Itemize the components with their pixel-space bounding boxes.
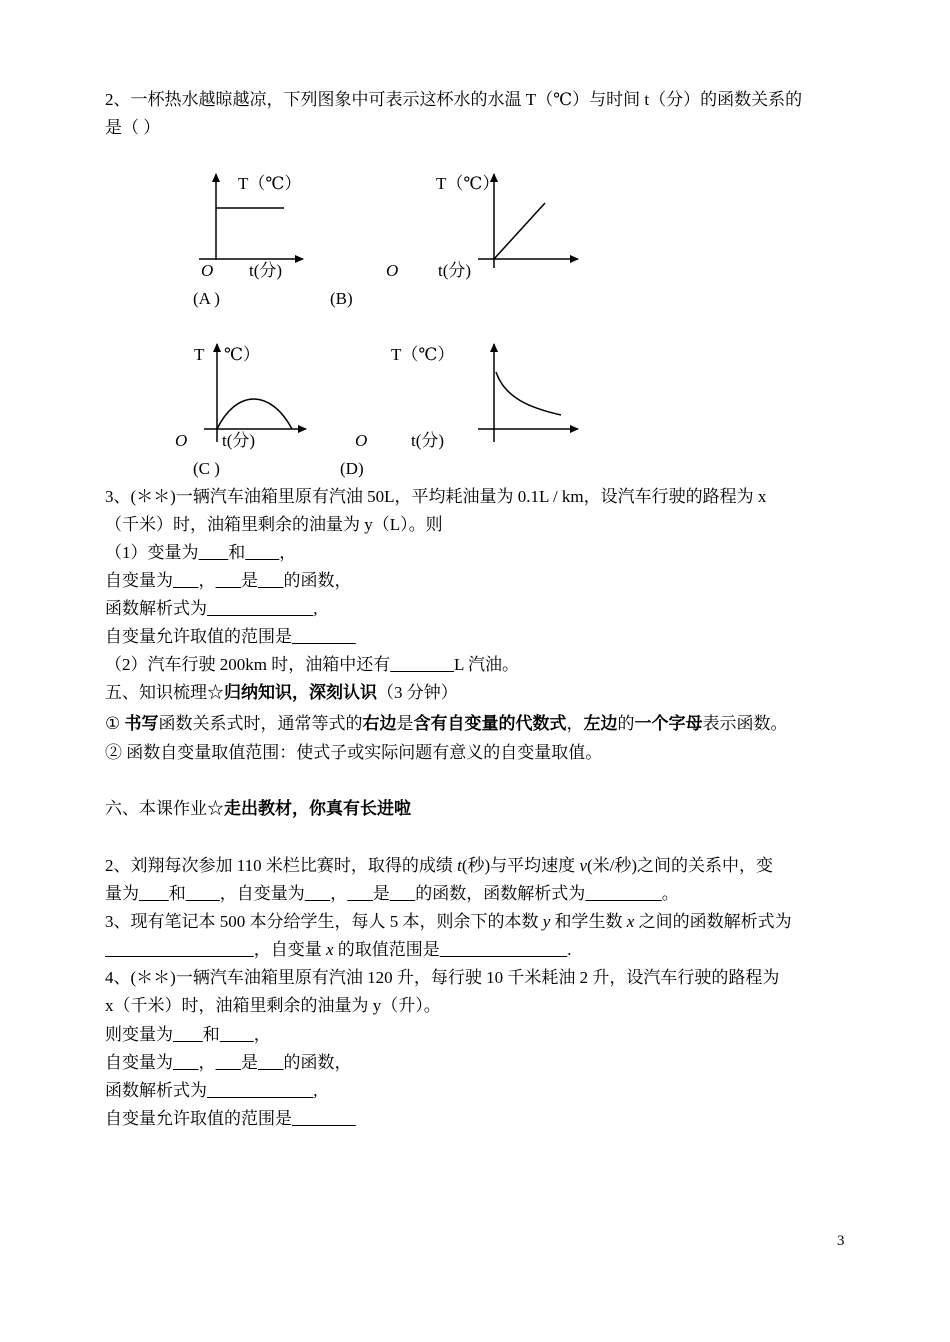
hw4-part2 xyxy=(105,1052,352,1074)
hw2-text-b: (秒)与平均速度 xyxy=(461,856,580,875)
q3-part5-text-a: （2）汽车行驶 200km 时，油箱中还有 xyxy=(105,655,391,674)
blank xyxy=(139,884,169,903)
rule1-bold-3: 含有自变量的代数式 xyxy=(413,714,567,733)
blank xyxy=(292,627,356,646)
blank xyxy=(207,599,313,618)
option-c-label: (C ) xyxy=(193,459,220,478)
hw2-text-c: (米/秒)之间的关系中，变 xyxy=(586,856,774,875)
graph-c-origin-label: O xyxy=(175,431,188,450)
q2-stem-line1: 2、一杯热水越晾越凉，下列图象中可表示这杯水的水温 T（℃）与时间 t（分）的函数关系的 xyxy=(105,90,803,109)
q3-part1-text-b: 和 xyxy=(228,543,246,562)
blank xyxy=(173,1025,203,1044)
q3-stem-line2: （千米）时，油箱里剩余的油量为 y（L）。则 xyxy=(105,515,443,534)
hw3-var-x: x xyxy=(626,912,635,931)
hw2-var-v: v xyxy=(579,856,587,875)
graph-b-x-label: t(分) xyxy=(438,261,472,280)
page-number: 3 xyxy=(837,1233,845,1249)
graph-c-x-label: t(分) xyxy=(222,431,256,450)
rule1-bold-4: 左边 xyxy=(583,714,618,733)
q3-stem-line1: 3、(＊＊)一辆汽车油箱里原有汽油 50L，平均耗油量为 0.1L / km，设汽车行驶的路程为 x xyxy=(105,487,767,506)
q3-part2-text-c: 是 xyxy=(241,571,258,590)
blank xyxy=(258,1053,284,1072)
option-d-label: (D) xyxy=(340,459,364,478)
blank xyxy=(207,1081,313,1100)
hw4-part2-text-c: 是 xyxy=(241,1053,258,1072)
hw3-text-b: 和学生数 xyxy=(550,912,627,931)
q3-part4-text-a: 自变量允许取值的范围是 xyxy=(105,627,292,646)
blank xyxy=(105,940,254,959)
section5-title-prefix: 五、知识梳理☆ xyxy=(105,683,224,702)
hw3-var-x2: x xyxy=(326,940,334,959)
blank xyxy=(258,571,284,590)
blank xyxy=(186,884,220,903)
hw4-part1-text-b: 和 xyxy=(202,1025,220,1044)
blank xyxy=(390,655,454,674)
blank xyxy=(440,940,568,959)
blank xyxy=(199,543,229,562)
section5-rule1 xyxy=(105,713,788,735)
hw3-text-c: 之间的函数解析式为 xyxy=(634,912,792,931)
rule1-text-3: ， xyxy=(566,714,584,733)
hw4-stem-line1: 4、(＊＊)一辆汽车油箱里原有汽油 120 升，每行驶 10 千米耗油 2 升，设汽车行驶的路程为 xyxy=(105,968,780,987)
hw4-part4 xyxy=(105,1108,356,1130)
hw2-text-f: ，自变量为 xyxy=(219,884,305,903)
section5-rule2: ② 函数自变量取值范围：使式子或实际问题有意义的自变量取值。 xyxy=(105,743,603,762)
blank xyxy=(173,571,199,590)
graph-c-curve xyxy=(217,399,292,429)
hw2-text-h: 是 xyxy=(372,884,390,903)
q3-part2 xyxy=(105,570,352,592)
hw2-text-j: 。 xyxy=(661,884,679,903)
hw3-text-e: 的取值范围是 xyxy=(333,940,440,959)
hw4-part2-text-b: ， xyxy=(198,1053,216,1072)
hw3-line2 xyxy=(105,939,572,961)
hw3-var-y: y xyxy=(542,912,551,931)
blank xyxy=(585,884,662,903)
hw3-text-d: ，自变量 xyxy=(253,940,326,959)
blank xyxy=(292,1109,356,1128)
rule1-bold-5: 一个字母 xyxy=(634,714,703,733)
hw4-part1 xyxy=(105,1024,271,1046)
graph-d-x-label: t(分) xyxy=(411,431,445,450)
graph-d-y-label: T（℃） xyxy=(391,345,455,364)
graph-a-origin-label: O xyxy=(201,261,214,280)
q3-part5-text-b: L 汽油。 xyxy=(453,655,519,674)
blank xyxy=(245,543,279,562)
hw2-text-i: 的函数，函数解析式为 xyxy=(415,884,586,903)
section6-title-prefix: 六、本课作业☆ xyxy=(105,799,224,818)
hw4-part3-text-a: 函数解析式为 xyxy=(105,1081,207,1100)
hw2-text-a: 2、刘翔每次参加 110 米栏比赛时，取得的成绩 xyxy=(105,856,458,875)
blank xyxy=(390,884,416,903)
graph-c-y-label-unit: ℃） xyxy=(224,345,261,364)
graph-d xyxy=(478,344,578,442)
option-b-label: (B) xyxy=(330,289,353,308)
rule1-text-5: 表示函数。 xyxy=(702,714,788,733)
rule1-bold-1: 书写 xyxy=(124,714,159,733)
hw3-text-a: 3、现有笔记本 500 本分给学生，每人 5 本，则余下的本数 xyxy=(105,912,543,931)
q2-stem-line2: 是（ ） xyxy=(105,118,161,137)
rule1-text-2: 是 xyxy=(396,714,414,733)
blank xyxy=(216,571,242,590)
blank xyxy=(305,884,331,903)
hw4-part1-text-c: ， xyxy=(253,1025,271,1044)
q3-part3-text-a: 函数解析式为 xyxy=(105,599,207,618)
hw4-part2-text-a: 自变量为 xyxy=(105,1053,173,1072)
hw3-text-f: . xyxy=(567,940,572,959)
graph-b-curve xyxy=(494,203,545,259)
graph-b-origin-label: O xyxy=(386,261,399,280)
graph-a-x-label: t(分) xyxy=(249,261,283,280)
option-a-label: (A ) xyxy=(193,289,220,308)
graph-d-origin-label: O xyxy=(355,431,368,450)
hw2-line2 xyxy=(105,883,679,905)
hw4-part1-text-a: 则变量为 xyxy=(105,1025,173,1044)
hw4-part3-text-b: , xyxy=(313,1081,318,1100)
rule1-text-1: 函数关系式时，通常等式的 xyxy=(158,714,363,733)
graph-d-curve xyxy=(496,372,561,415)
q3-part3 xyxy=(105,598,318,620)
hw2-var-t: t xyxy=(457,856,462,875)
graph-b-y-label: T（℃） xyxy=(436,174,500,193)
rule1-marker: ① xyxy=(105,714,125,733)
q3-part4 xyxy=(105,626,356,648)
rule1-text-4: 的 xyxy=(617,714,635,733)
blank xyxy=(216,1053,242,1072)
q3-part2-text-d: 的函数， xyxy=(283,571,352,590)
q3-part1-text-a: （1）变量为 xyxy=(105,543,199,562)
hw2-text-e: 和 xyxy=(168,884,186,903)
blank xyxy=(220,1025,254,1044)
graph-a-y-label: T（℃） xyxy=(238,174,302,193)
q3-part1-text-c: ， xyxy=(279,543,297,562)
hw4-part2-text-d: 的函数， xyxy=(283,1053,352,1072)
hw2-text-g: ， xyxy=(330,884,348,903)
hw3-line1 xyxy=(105,911,792,933)
hw2-text-d: 量为 xyxy=(105,884,139,903)
q3-part5 xyxy=(105,654,519,676)
rule1-bold-2: 右边 xyxy=(362,714,397,733)
q3-part2-text-a: 自变量为 xyxy=(105,571,173,590)
blank xyxy=(347,884,373,903)
hw4-stem-line2: x（千米）时，油箱里剩余的油量为 y（升）。 xyxy=(105,996,441,1015)
graph-c-y-label-t: T xyxy=(194,345,205,364)
q3-part3-text-b: , xyxy=(313,599,318,618)
hw2-line1 xyxy=(105,855,773,877)
section6-title xyxy=(105,798,411,820)
q3-part1 xyxy=(105,542,296,564)
hw4-part3 xyxy=(105,1080,318,1102)
section5-title xyxy=(105,682,458,704)
section5-title-time: （3 分钟） xyxy=(377,683,458,702)
hw4-part4-text-a: 自变量允许取值的范围是 xyxy=(105,1109,292,1128)
blank xyxy=(173,1053,199,1072)
section5-title-bold: 归纳知识，深刻认识 xyxy=(224,683,377,702)
section6-title-bold: 走出教材，你真有长进啦 xyxy=(224,799,411,818)
q3-part2-text-b: ， xyxy=(198,571,216,590)
